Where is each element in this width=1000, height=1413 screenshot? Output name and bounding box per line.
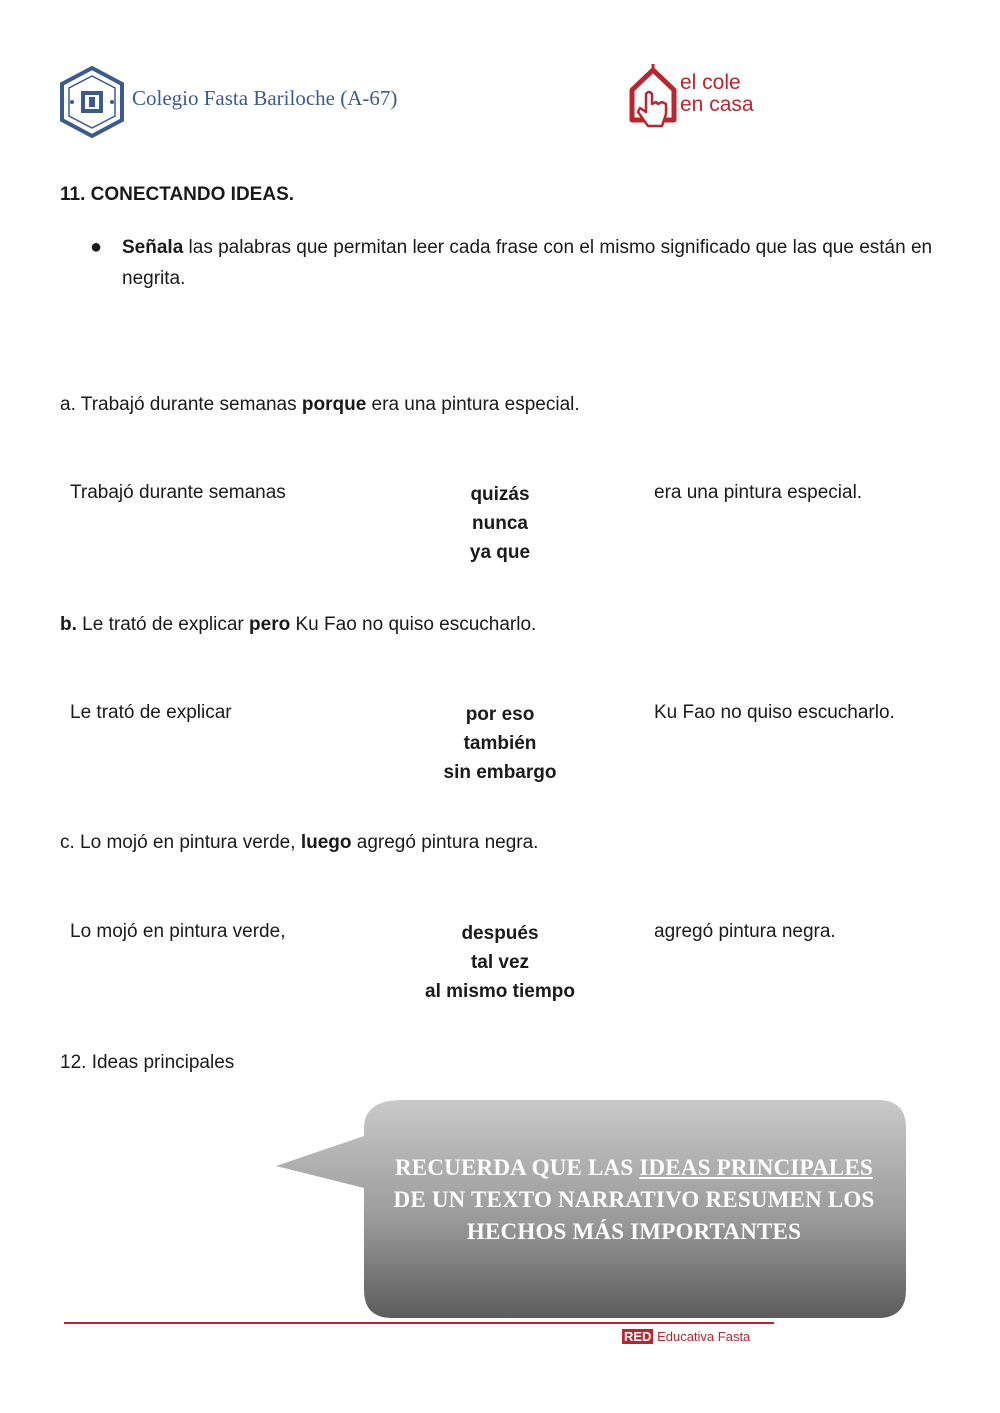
question-label: a.	[60, 394, 76, 415]
bubble-text	[392, 1152, 876, 1248]
question-text-end: era una pintura especial.	[366, 394, 580, 415]
sentence-start: Trabajó durante semanas	[70, 482, 286, 503]
bubble-text-underlined: IDEAS PRINCIPALES	[639, 1155, 873, 1180]
option-nunca[interactable]: nunca	[472, 513, 528, 534]
question-text: Lo mojó en pintura verde,	[74, 832, 301, 853]
question-a	[60, 394, 580, 416]
option-al-mismo-tiempo[interactable]: al mismo tiempo	[425, 981, 575, 1002]
footer-red-label: RED	[624, 1329, 652, 1344]
option-tambien[interactable]: también	[463, 733, 537, 754]
house-hand-pointer-icon	[626, 64, 680, 134]
question-label: b.	[60, 614, 77, 635]
bullet-icon: ●	[90, 236, 103, 258]
connector-options	[380, 919, 620, 1006]
sentence-end: agregó pintura negra.	[654, 921, 836, 942]
sentence-end: era una pintura especial.	[654, 482, 863, 503]
instruction-text: las palabras que permitan leer cada frase con el mismo significado que las que están en negrita.	[122, 237, 933, 289]
option-tal-vez[interactable]: tal vez	[470, 952, 530, 973]
question-c	[60, 832, 538, 854]
sentence-start: Lo mojó en pintura verde,	[70, 921, 286, 942]
connector-options	[380, 700, 620, 787]
question-connector: pero	[249, 614, 291, 635]
connector-options	[380, 480, 620, 567]
school-crest-icon	[58, 66, 126, 138]
question-connector: porque	[301, 394, 367, 415]
cole-line-2: en casa	[680, 93, 754, 116]
sentence-end: Ku Fao no quiso escucharlo.	[654, 702, 895, 723]
instruction-bold: Señala	[122, 237, 184, 258]
option-por-eso[interactable]: por eso	[465, 704, 535, 725]
cole-en-casa-logo-text	[680, 72, 754, 116]
option-quizas[interactable]: quizás	[470, 484, 530, 505]
question-connector: luego	[300, 832, 352, 853]
bubble-text-end: DE UN TEXTO NARRATIVO RESUMEN LOS HECHOS MÁS IMPORTANTES	[393, 1187, 875, 1244]
question-b	[60, 614, 536, 636]
cole-line-1: el cole	[680, 71, 741, 94]
footer-text: Educativa Fasta	[653, 1329, 751, 1344]
question-text: Trabajó durante semanas	[75, 394, 302, 415]
question-text-end: Ku Fao no quiso escucharlo.	[290, 614, 537, 635]
option-sin-embargo[interactable]: sin embargo	[443, 762, 557, 783]
question-text: Le trató de explicar	[76, 614, 250, 635]
section-12-heading: 12. Ideas principales	[60, 1052, 235, 1073]
school-name: Colegio Fasta Bariloche (A-67)	[132, 86, 398, 110]
instruction-bullet	[90, 232, 992, 294]
footer-brand	[622, 1329, 750, 1344]
sentence-start: Le trató de explicar	[70, 702, 232, 723]
footer-divider	[64, 1322, 774, 1324]
option-ya-que[interactable]: ya que	[469, 542, 531, 563]
section-11-heading: 11. CONECTANDO IDEAS.	[60, 184, 295, 205]
option-despues[interactable]: después	[461, 923, 539, 944]
question-label: c.	[60, 832, 75, 853]
question-text-end: agregó pintura negra.	[351, 832, 539, 853]
bubble-text-start: RECUERDA QUE LAS	[395, 1155, 640, 1180]
